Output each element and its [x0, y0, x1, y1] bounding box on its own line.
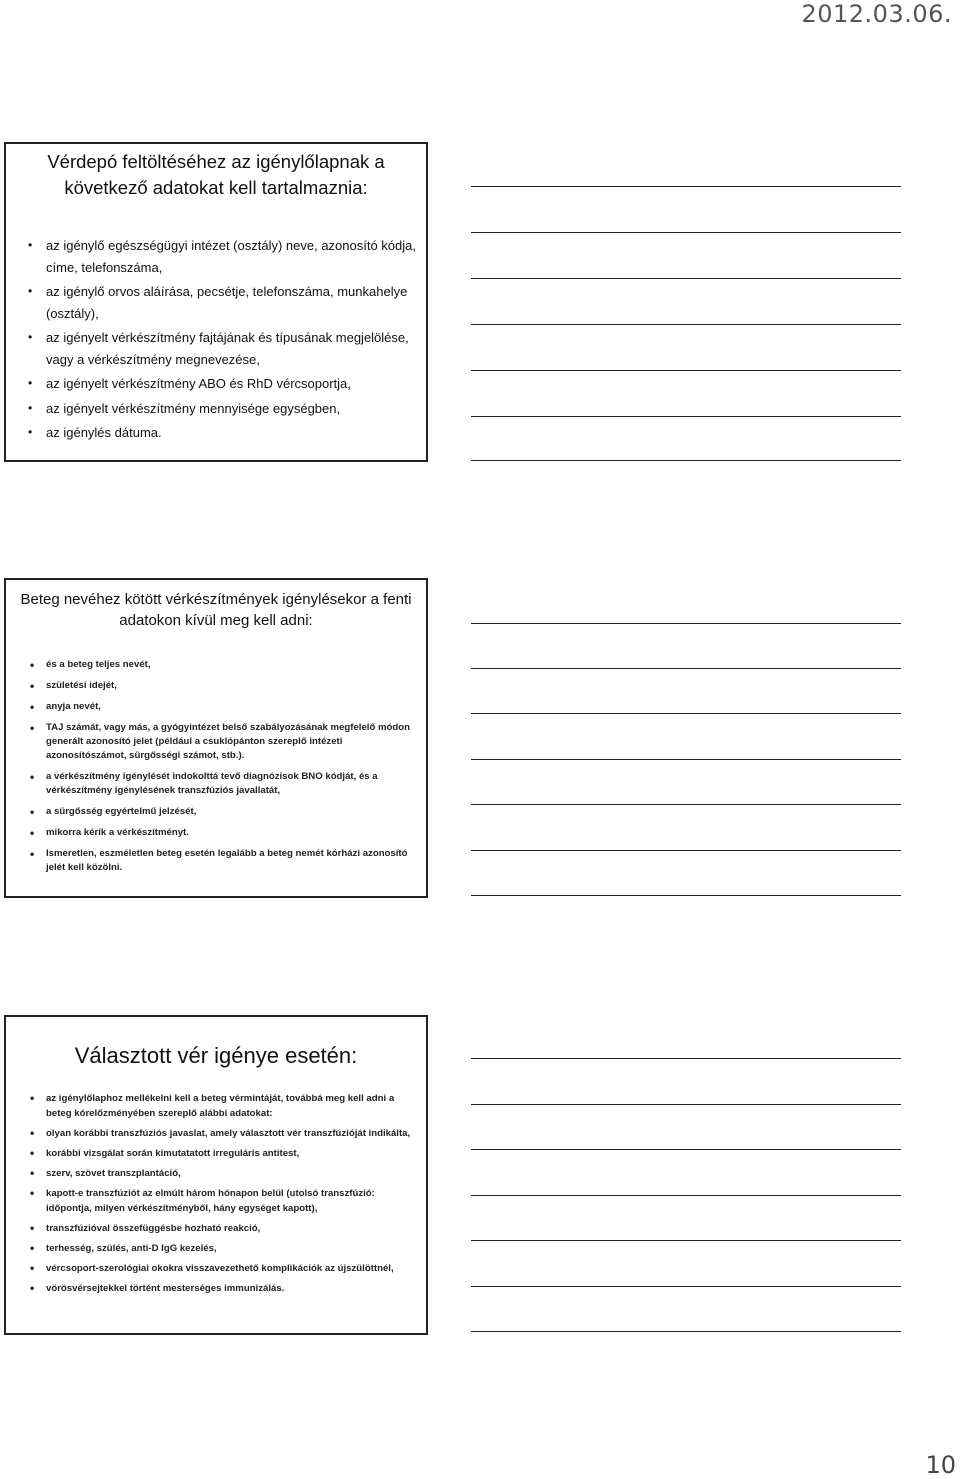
- bullet-icon: •: [30, 658, 35, 672]
- list-item: [30, 679, 416, 693]
- list-item-text: a vérkészítmény igénylését indokolttá tevő diagnózisok BNO kódját, és a vérkészítmény igénylésének transzfúziós javallatát,: [46, 771, 378, 796]
- note-line: [471, 186, 901, 187]
- list-item-text: mikorra kérik a vérkészítményt.: [46, 827, 189, 838]
- note-line: [471, 1104, 901, 1105]
- list-item: [30, 805, 416, 819]
- note-line: [471, 713, 901, 714]
- list-item-text: az igényelt vérkészítmény ABO és RhD vércsoportja,: [46, 376, 351, 391]
- note-line: [471, 1286, 901, 1287]
- bullet-icon: •: [30, 770, 35, 784]
- note-line: [471, 232, 901, 233]
- page-number: 10: [925, 1451, 956, 1479]
- list-item: [30, 700, 416, 714]
- bullet-icon: •: [30, 847, 35, 861]
- list-item: [28, 422, 418, 444]
- bullet-icon: •: [30, 1241, 35, 1255]
- bullet-icon: •: [28, 330, 33, 344]
- slide-2: [4, 578, 428, 898]
- list-item-text: terhesség, szülés, anti-D IgG kezelés,: [46, 1243, 217, 1254]
- list-item: [30, 1126, 416, 1141]
- list-item: [30, 1186, 416, 1216]
- page-date: 2012.03.06.: [801, 0, 952, 28]
- slide-1-title: Vérdepó feltöltéséhez az igénylőlapnak a következő adatokat kell tartalmaznia:: [47, 151, 385, 198]
- list-item: [30, 658, 416, 672]
- list-item: [30, 1281, 416, 1296]
- list-item: [30, 1146, 416, 1161]
- list-item-text: korábbi vizsgálat során kimutatatott irreguláris antitest,: [46, 1148, 300, 1159]
- list-item: [28, 281, 418, 324]
- list-item-text: olyan korábbi transzfúziós javaslat, amely választott vér transzfúzióját indikálta,: [46, 1128, 411, 1139]
- bullet-icon: •: [28, 376, 33, 390]
- bullet-icon: •: [30, 1091, 35, 1105]
- note-line: [471, 324, 901, 325]
- slide-2-title: Beteg nevéhez kötött vérkészítmények igénylésekor a fenti adatokon kívül meg kell adni:: [20, 591, 412, 629]
- list-item: [30, 1261, 416, 1276]
- list-item-text: vörösvérsejtekkel történt mesterséges immunizálás.: [46, 1283, 285, 1294]
- list-item: [30, 1091, 416, 1121]
- slide-3-title: Választott vér igénye esetén:: [74, 1043, 358, 1068]
- bullet-icon: •: [28, 284, 33, 298]
- list-item: [30, 721, 416, 763]
- note-line: [471, 895, 901, 896]
- list-item-text: az igénylőlaphoz mellékelni kell a beteg vérmintáját, továbbá meg kell adni a beteg kórelőzményében szereplő alábbi adatokat:: [46, 1093, 395, 1119]
- bullet-icon: •: [30, 1186, 35, 1200]
- bullet-icon: •: [30, 826, 35, 840]
- list-item-text: Ismeretlen, eszméletlen beteg esetén legalább a beteg nemét kórházi azonosító jelét kell közölni.: [46, 848, 408, 873]
- bullet-icon: •: [30, 721, 35, 735]
- list-item-text: az igénylő orvos aláírása, pecsétje, telefonszáma, munkahelye (osztály),: [46, 284, 408, 321]
- list-item-text: és a beteg teljes nevét,: [46, 659, 151, 670]
- note-line: [471, 370, 901, 371]
- list-item: [30, 1241, 416, 1256]
- list-item: [28, 373, 418, 395]
- bullet-icon: •: [30, 1166, 35, 1180]
- note-line: [471, 668, 901, 669]
- note-line: [471, 623, 901, 624]
- note-line: [471, 1149, 901, 1150]
- list-item: [30, 826, 416, 840]
- list-item: [30, 1221, 416, 1236]
- list-item: [28, 235, 418, 278]
- list-item-text: az igénylés dátuma.: [46, 425, 162, 440]
- bullet-icon: •: [30, 1126, 35, 1140]
- list-item-text: kapott-e transzfúziót az elmúlt három hónapon belül (utolsó transzfúzió: időpontja, milyen vérkészítményből, hány egységet kapott),: [46, 1188, 375, 1214]
- bullet-icon: •: [30, 1261, 35, 1275]
- note-line: [471, 1195, 901, 1196]
- bullet-icon: •: [28, 400, 33, 415]
- bullet-icon: •: [30, 805, 35, 819]
- list-item: [30, 847, 416, 875]
- list-item-text: a sürgősség egyértelmű jelzését,: [46, 806, 197, 817]
- bullet-icon: •: [30, 679, 35, 693]
- slide-3: [4, 1015, 428, 1335]
- note-line: [471, 759, 901, 760]
- bullet-icon: •: [30, 1281, 35, 1295]
- slide-1: [4, 142, 428, 462]
- list-item-text: az igénylő egészségügyi intézet (osztály) neve, azonosító kódja, címe, telefonszáma,: [46, 238, 416, 275]
- note-line: [471, 850, 901, 851]
- slide-3-bullet-list: [6, 1091, 426, 1296]
- list-item-text: az igényelt vérkészítmény fajtájának és típusának megjelölése, vagy a vérkészítmény megnevezése,: [46, 330, 409, 367]
- list-item: [30, 1166, 416, 1181]
- list-item: [28, 398, 418, 420]
- list-item-text: TAJ számát, vagy más, a gyógyintézet belső szabályozásának megfelelő módon generált azonosító jelet (például a csuklópánton szereplő intézeti azonosítószámot, sürgősségi számot, stb.).: [46, 722, 410, 761]
- slide-1-bullet-list: [6, 235, 426, 444]
- note-line: [471, 460, 901, 461]
- list-item: [30, 770, 416, 798]
- list-item-text: anyja nevét,: [46, 701, 101, 712]
- list-item-text: transzfúzióval összefüggésbe hozható reakció,: [46, 1223, 261, 1234]
- bullet-icon: •: [28, 238, 33, 252]
- slide-2-bullet-list: [6, 658, 426, 875]
- list-item-text: születési idejét,: [46, 680, 117, 691]
- note-line: [471, 804, 901, 805]
- note-line: [471, 1058, 901, 1059]
- note-line: [471, 416, 901, 417]
- bullet-icon: •: [30, 1221, 35, 1235]
- bullet-icon: •: [30, 700, 35, 714]
- list-item: [28, 327, 418, 370]
- note-line: [471, 1240, 901, 1241]
- bullet-icon: •: [28, 425, 33, 439]
- list-item-text: az igényelt vérkészítmény mennyisége egységben,: [46, 400, 341, 416]
- list-item-text: szerv, szövet transzplantáció,: [46, 1168, 181, 1179]
- list-item-text: vércsoport-szerológiai okokra visszavezethető komplikációk az újszülöttnél,: [46, 1263, 394, 1274]
- note-line: [471, 1331, 901, 1332]
- bullet-icon: •: [30, 1146, 35, 1160]
- note-line: [471, 278, 901, 279]
